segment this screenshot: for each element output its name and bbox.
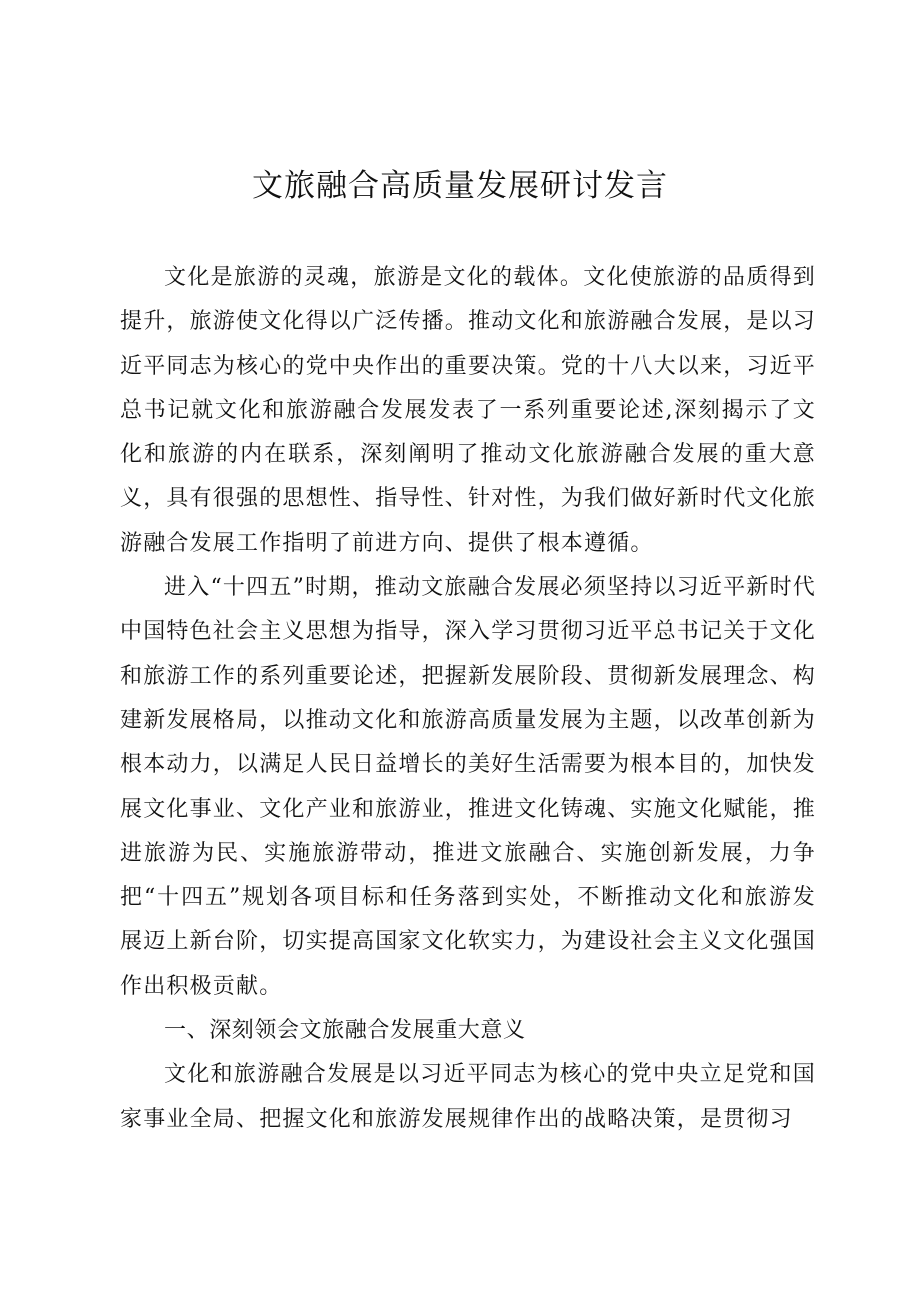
document-title: 文旅融合高质量发展研讨发言 bbox=[252, 168, 668, 204]
paragraph-fourteenth-five-year: 进入“十四五”时期，推动文旅融合发展必须坚持以习近平新时代中国特色社会主义思想为指导，深入学习贯彻习近平总书记关于文化和旅游工作的系列重要论述，把握新发展阶段、贯彻新发展理念、构建新发展格局，以推动文化和旅游高质量发展为主题，以改革创新为根本动力，以满足人民日益增长的美好生活需要为根本目的，加快发展文化事业、文化产业和旅游业，推进文化铸魂、实施文化赋能，推进旅游为民、实施旅游带动，推进文旅融合、实施创新发展，力争把“十四五”规划各项目标和任务落到实处，不断推动文化和旅游发展迈上新台阶，切实提高国家文化软实力，为建设社会主义文化强国作出积极贡献。 bbox=[120, 575, 817, 999]
section-paragraph: 文化和旅游融合发展是以习近平同志为核心的党中央立足党和国家事业全局、把握文化和旅游发展规律作出的战略决策，是贯彻习 bbox=[120, 1062, 816, 1132]
paragraph-intro: 文化是旅游的灵魂，旅游是文化的载体。文化使旅游的品质得到提升，旅游使文化得以广泛传播。推动文化和旅游融合发展，是以习近平同志为核心的党中央作出的重要决策。党的十八大以来，习近平总书记就文化和旅游融合发展发表了一系列重要论述,深刻揭示了文化和旅游的内在联系，深刻阐明了推动文化旅游融合发展的重大意义，具有很强的思想性、指导性、针对性，为我们做好新时代文化旅游融合发展工作指明了前进方向、提供了根本遵循。 bbox=[120, 265, 817, 556]
document-body bbox=[120, 256, 816, 1142]
section-heading: 一、深刻领会文旅融合发展重大意义 bbox=[164, 1018, 526, 1044]
